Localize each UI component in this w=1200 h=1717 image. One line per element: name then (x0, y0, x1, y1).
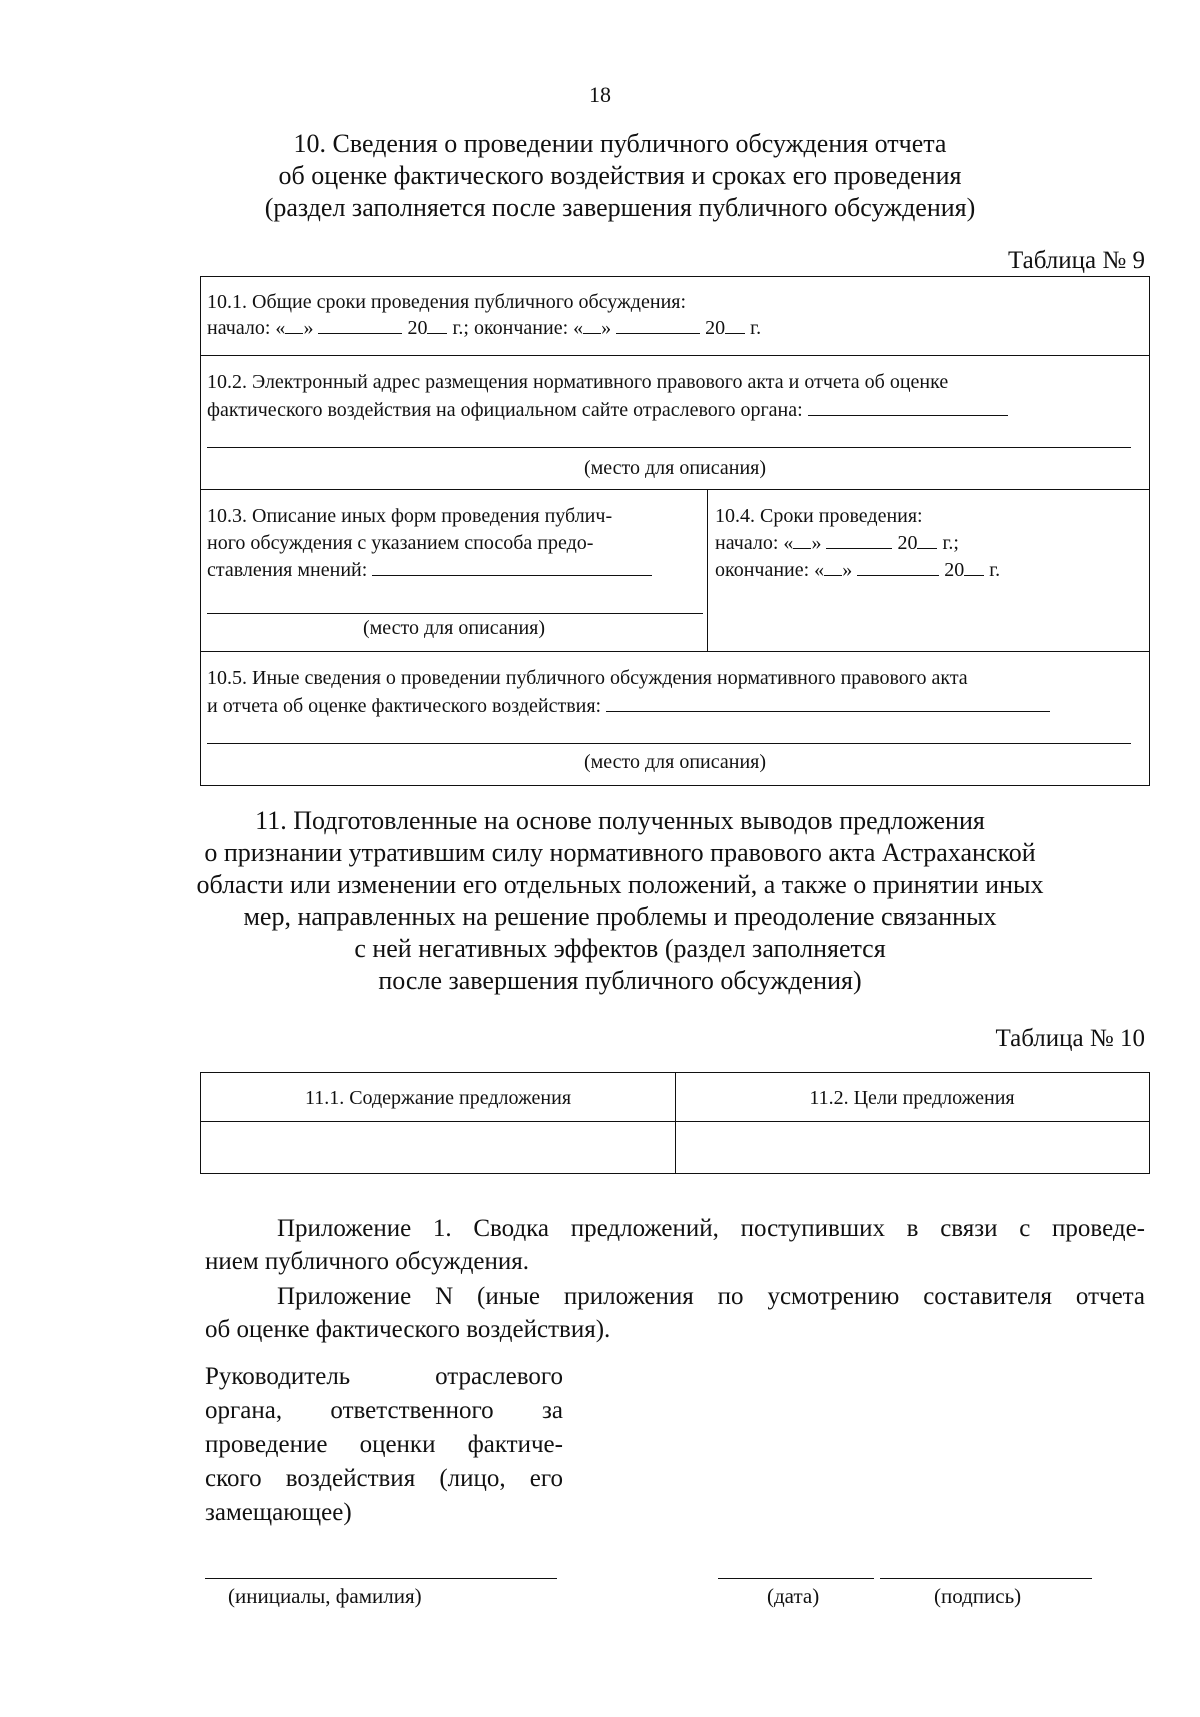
date-line[interactable] (718, 1578, 874, 1579)
table-10-caption: Таблица № 10 (995, 1025, 1145, 1052)
end-month-blank[interactable] (857, 557, 939, 576)
name-label: (инициалы, фамилия) (228, 1584, 422, 1608)
row-10-5-line1: 10.5. Иные сведения о проведении публичного обсуждения нормативного правового акта (207, 667, 968, 689)
quote-close: » (811, 532, 822, 554)
end-suffix: г. (984, 559, 1001, 581)
row-10-1-title: 10.1. Общие сроки проведения публичного обсуждения: (207, 291, 687, 313)
quote-close: » (601, 317, 612, 339)
year-prefix: 20 (944, 559, 965, 581)
signer-word: за (542, 1397, 563, 1424)
signer-word: органа, (205, 1397, 283, 1424)
signer-line (205, 1462, 563, 1496)
quote-close: » (842, 559, 853, 581)
quote-close: » (303, 317, 314, 339)
signer-word: Руководитель (205, 1363, 351, 1390)
appendix-1-line2: нием публичного обсуждения. (205, 1248, 530, 1275)
start-label: начало: « (715, 532, 794, 554)
year-prefix: 20 (407, 317, 428, 339)
section-10-heading-line: (раздел заполняется после завершения публичного обсуждения) (264, 193, 976, 222)
signer-word: отраслевого (435, 1363, 563, 1390)
section-10-heading-line: об оценке фактического воздействия и сроках его проведения (278, 161, 962, 190)
section-11-heading-line: области или изменении его отдельных положений, а также о принятии иных (196, 870, 1044, 899)
end-day-blank[interactable] (583, 315, 601, 334)
row-10-2-line2 (207, 397, 1008, 424)
signature-label: (подпись) (934, 1584, 1022, 1608)
goals-cell[interactable] (675, 1121, 1149, 1173)
start-year-blank[interactable] (917, 530, 937, 549)
section-11-heading-line: о признании утратившим силу нормативного правового акта Астраханской (204, 838, 1036, 867)
placeholder-description: (место для описания) (362, 617, 546, 639)
row-10-2-line1: 10.2. Электронный адрес размещения нормативного правового акта и отчета об оценке (207, 371, 949, 393)
table-9-caption: Таблица № 9 (1007, 247, 1145, 274)
row-10-1-dates (207, 315, 761, 342)
row-divider (201, 355, 1149, 356)
end-year-blank[interactable] (964, 557, 984, 576)
row-10-5-line2 (207, 693, 1050, 720)
signer-word: проведение (205, 1431, 328, 1458)
section-11-heading-line: с ней негативных эффектов (раздел заполняется (354, 934, 886, 963)
name-line[interactable] (205, 1578, 557, 1579)
forms-blank[interactable] (372, 557, 652, 576)
placeholder-description: (место для описания) (583, 457, 767, 479)
description-rule[interactable] (207, 743, 1131, 744)
start-day-blank[interactable] (793, 530, 811, 549)
appendix-1 (205, 1212, 1145, 1278)
end-year-blank[interactable] (725, 315, 745, 334)
description-rule[interactable] (207, 447, 1131, 448)
end-suffix: г. (745, 317, 762, 339)
signer-word: замещающее) (205, 1499, 352, 1526)
row-10-4-start (715, 530, 959, 557)
signer-word: его (529, 1465, 563, 1492)
section-11-heading-line: после завершения публичного обсуждения) (378, 966, 862, 995)
appendix-1-line1: Приложение 1. Сводка предложений, поступивших в связи с проведе- (277, 1215, 1145, 1242)
signer-word: (лицо, (439, 1465, 506, 1492)
appendix-n (205, 1280, 1145, 1346)
start-label: начало: « (207, 317, 286, 339)
end-month-blank[interactable] (616, 315, 700, 334)
table-10 (200, 1072, 1150, 1174)
column-header-content: 11.1. Содержание предложения (304, 1087, 572, 1109)
year-prefix: 20 (705, 317, 726, 339)
description-rule[interactable] (207, 613, 703, 614)
content-cell[interactable] (201, 1121, 675, 1173)
year-prefix: 20 (897, 532, 918, 554)
section-10-heading (150, 128, 1090, 224)
row-divider (201, 489, 1149, 490)
signer-word: оценки (359, 1431, 436, 1458)
section-11-heading-line: 11. Подготовленные на основе полученных выводов предложения (255, 806, 985, 835)
section-11-heading-line: мер, направленных на решение проблемы и преодоление связанных (243, 902, 997, 931)
row-10-5-line2-text: и отчета об оценке фактического воздействия: (207, 695, 602, 717)
row-divider (201, 651, 1149, 652)
row-10-3-line3 (207, 557, 652, 584)
signer-word: ответственного (330, 1397, 494, 1424)
start-month-blank[interactable] (318, 315, 402, 334)
signer-word: фактиче- (467, 1431, 563, 1458)
mid-text: г.; окончание: « (447, 317, 584, 339)
row-10-3-line1: 10.3. Описание иных форм проведения публич- (207, 505, 613, 527)
start-suffix: г.; (937, 532, 959, 554)
row-10-4-title: 10.4. Сроки проведения: (715, 505, 923, 527)
end-day-blank[interactable] (824, 557, 842, 576)
table-9 (200, 276, 1150, 786)
column-header-goals: 11.2. Цели предложения (809, 1087, 1015, 1109)
signer-word: ского (205, 1465, 262, 1492)
url-blank[interactable] (808, 397, 1008, 416)
page-number: 18 (589, 82, 611, 107)
placeholder-description: (место для описания) (583, 751, 767, 773)
row-10-3-line2: ного обсуждения с указанием способа предо- (207, 532, 594, 554)
start-month-blank[interactable] (826, 530, 892, 549)
signer-line (205, 1394, 563, 1428)
row-10-2-line2-text: фактического воздействия на официальном сайте отраслевого органа: (207, 399, 803, 421)
row-10-4-end (715, 557, 1000, 584)
section-11-heading (150, 805, 1090, 997)
start-year-blank[interactable] (427, 315, 447, 334)
row-10-3-line3-text: ставления мнений: (207, 559, 368, 581)
signer-line (205, 1496, 563, 1530)
signature-line[interactable] (880, 1578, 1092, 1579)
end-label: окончание: « (715, 559, 825, 581)
section-10-heading-line: 10. Сведения о проведении публичного обсуждения отчета (293, 129, 947, 158)
other-info-blank[interactable] (606, 693, 1050, 712)
appendix-n-line1: Приложение N (иные приложения по усмотрению составителя отчета (277, 1283, 1145, 1310)
signer-line (205, 1428, 563, 1462)
signer-title (205, 1360, 563, 1530)
column-divider (707, 489, 708, 651)
signer-line (205, 1360, 563, 1394)
date-label: (дата) (767, 1584, 820, 1608)
appendix-n-line2: об оценке фактического воздействия). (205, 1316, 611, 1343)
signer-word: воздействия (285, 1465, 416, 1492)
start-day-blank[interactable] (285, 315, 303, 334)
